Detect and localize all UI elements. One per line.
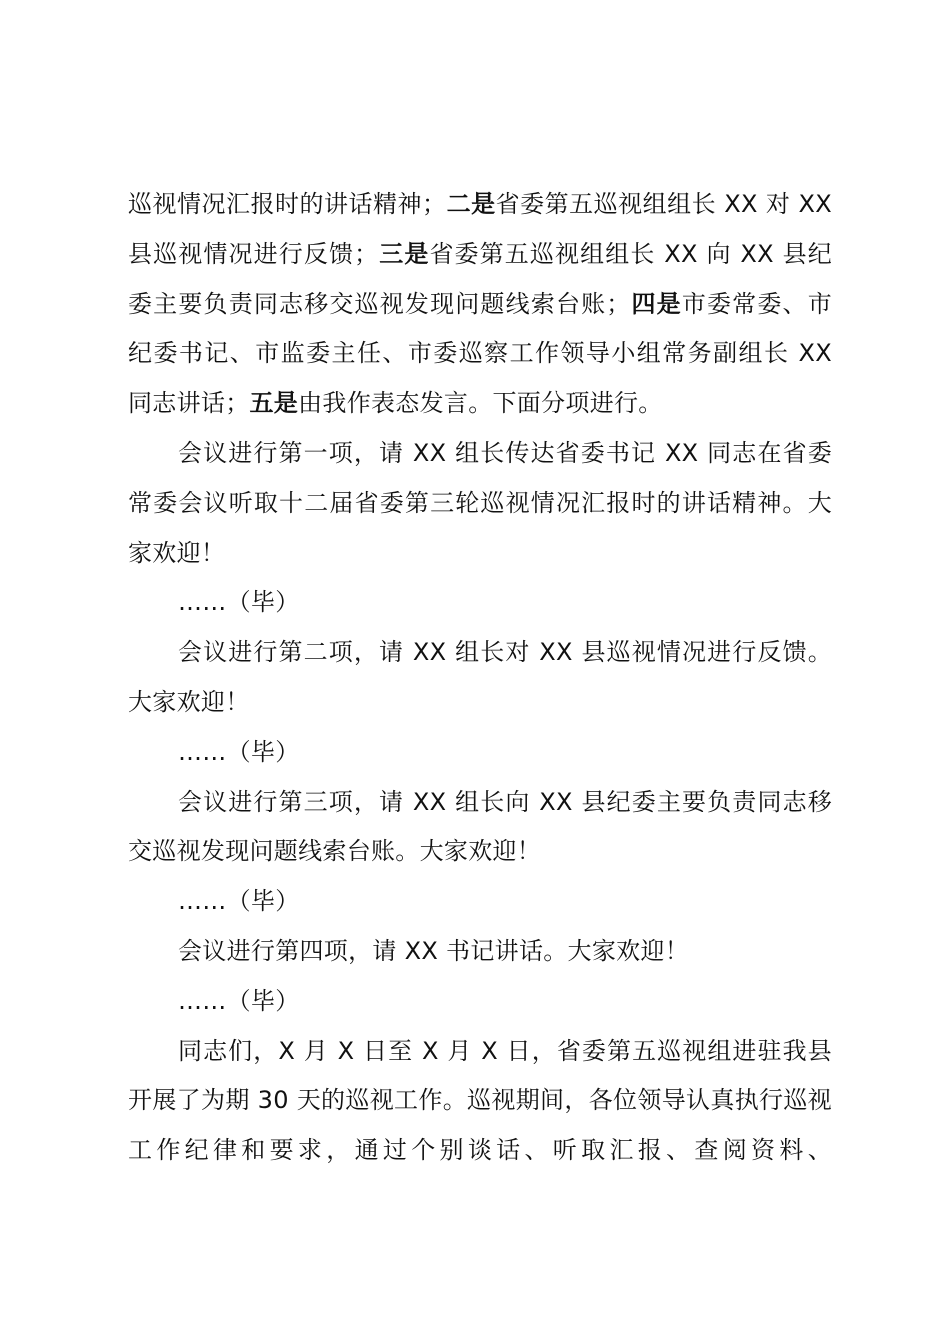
bold-marker-second: 二是 xyxy=(446,190,496,218)
document-body xyxy=(128,180,832,1176)
text-segment: 省委第五巡视组组长 XX 对 XX 县巡视情况进行反馈； xyxy=(128,190,832,268)
text-segment: 巡视情况汇报时的讲话精神； xyxy=(128,190,447,218)
paragraph-closing-speech: 同志们，X 月 X 日至 X 月 X 日，省委第五巡视组进驻我县开展了为期 30 天的巡视工作。巡视期间，各位领导认真执行巡视工作纪律和要求，通过个别谈话、听取汇报、查阅资料、 xyxy=(128,1036,832,1165)
text-segment: 市委常委、市纪委书记、市监委主任、市委巡察工作领导小组常务副组长 XX 同志讲话； xyxy=(128,289,832,418)
bold-marker-fourth: 四是 xyxy=(630,289,682,318)
paragraph-agenda-continued xyxy=(128,180,832,429)
bold-marker-fifth: 五是 xyxy=(249,389,299,418)
paragraph-item-two: 会议进行第二项，请 XX 组长对 XX 县巡视情况进行反馈。大家欢迎！ xyxy=(128,638,832,716)
text-segment: 省委第五巡视组组长 XX 向 XX 县纪委主要负责同志移交巡视发现问题线索台账； xyxy=(128,239,833,318)
paragraph-item-three: 会议进行第三项，请 XX 组长向 XX 县纪委主要负责同志移交巡视发现问题线索台账。大家欢迎！ xyxy=(128,787,832,866)
paragraph-end-mark: ……（毕） xyxy=(178,588,300,617)
paragraph-end-mark: ……（毕） xyxy=(178,986,300,1015)
paragraph-item-one: 会议进行第一项，请 XX 组长传达省委书记 XX 同志在省委常委会议听取十二届省委第三轮巡视情况汇报时的讲话精神。大家欢迎！ xyxy=(128,438,832,567)
text-segment: 由我作表态发言。下面分项进行。 xyxy=(298,389,663,418)
paragraph-item-four: 会议进行第四项，请 XX 书记讲话。大家欢迎！ xyxy=(178,936,690,965)
paragraph-end-mark: ……（毕） xyxy=(178,887,300,916)
bold-marker-third: 三是 xyxy=(378,239,430,268)
paragraph-end-mark: ……（毕） xyxy=(178,737,300,766)
